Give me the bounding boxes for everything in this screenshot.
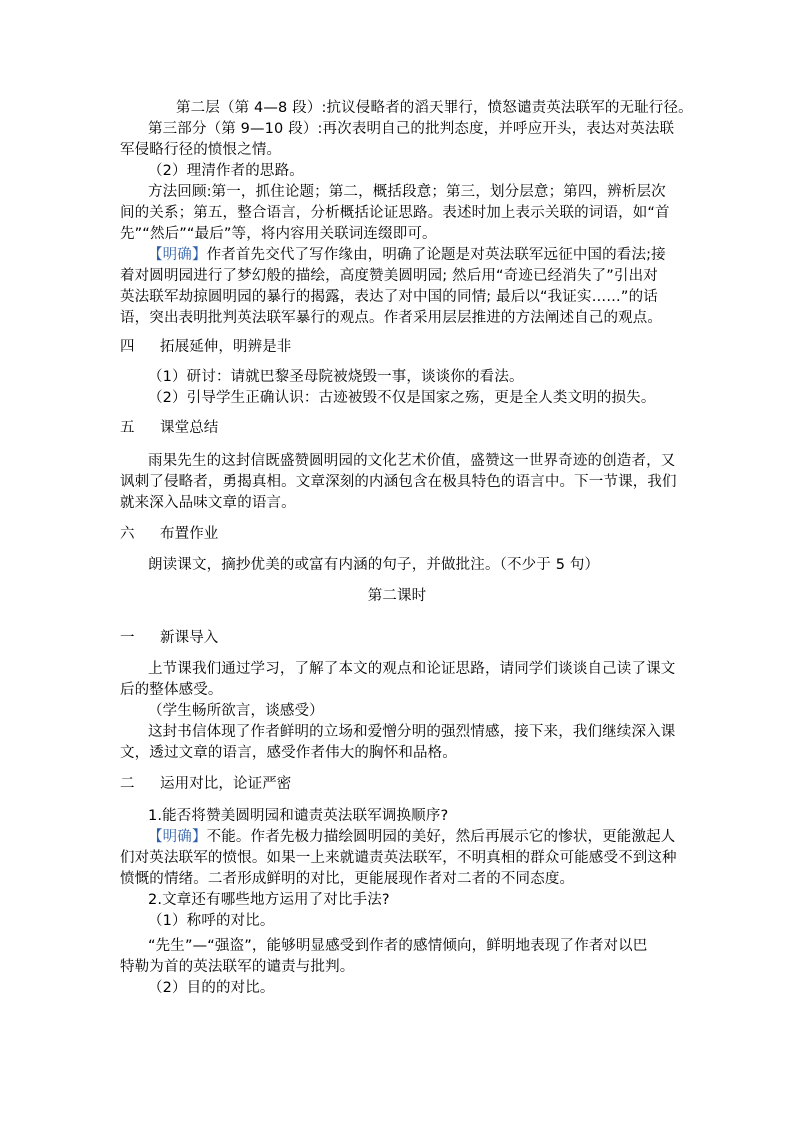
paragraph-line: 文，透过文章的语言，感受作者伟大的胸怀和品格。 [120,745,457,761]
paragraph-line: 雨果先生的这封信既盛赞圆明园的文化艺术价值，盛赞这一世界奇迹的创造者，又 [148,453,676,469]
paragraph-line: 间的关系；第五，整合语言，分析概括论证思路。表述时加上表示关联的词语，如“首 [120,205,670,221]
paragraph-line: （学生畅所欲言，谈感受） [148,703,324,719]
answer-paragraph [0,245,794,265]
paragraph-line: 语，突出表明批判英法联军暴行的观点。作者采用层层推进的方法阐述自己的观点。 [120,310,663,326]
paragraph-line: 讽刺了侵略者，勇揭真相。文章深刻的内涵包含在极具特色的语言中。下一节课，我们 [120,474,677,490]
section-heading [0,628,794,648]
section-number: 四 [120,339,135,355]
paragraph-line: 上节课我们通过学习，了解了本文的观点和论证思路，请同学们谈谈自己读了课文 [148,661,676,677]
answer-tag: 【明确】 [148,829,207,845]
paragraph-line: “先生”—“强盗”，能够明显感受到作者的感情倾向，鲜明地表现了作者对以巴 [148,938,648,954]
section-number: 六 [120,526,135,542]
section-heading [0,524,794,544]
section-heading [0,418,794,438]
paragraph-line: 着对圆明园进行了梦幻般的描绘，高度赞美圆明园; 然后用“奇迹已经消失了”引出对 [120,268,658,284]
lesson-title: 第二课时 [367,588,427,604]
paragraph-line: 英法联军劫掠圆明园的暴行的揭露，表达了对中国的同情; 最后以“我证实……”的话 [120,289,658,305]
paragraph-line: 这封书信体现了作者鲜明的立场和爱憎分明的强烈情感，接下来，我们继续深入课 [148,724,676,740]
paragraph-line: 军侵略行径的愤恨之情。 [120,142,282,158]
paragraph-line: 朗读课文，摘抄优美的或富有内涵的句子，并做批注。（不少于 5 句） [148,557,600,573]
paragraph-line: 1.能否将赞美圆明园和谴责英法联军调换顺序? [148,808,449,824]
paragraph-line: 们对英法联军的愤恨。如果一上来就谴责英法联军，不明真相的群众可能感受不到这种 [120,850,677,866]
section-heading [0,774,794,794]
paragraph-text: 作者首先交代了写作缘由，明确了论题是对英法联军远征中国的看法;接 [206,247,666,263]
paragraph-line: 2.文章还有哪些地方运用了对比手法? [148,892,390,908]
section-title: 运用对比，论证严密 [160,776,292,792]
section-number: 一 [120,630,135,646]
paragraph-text: 不能。作者先极力描绘圆明园的美好，然后再展示它的惨状，更能激起人 [206,829,676,845]
paragraph-line: 就来深入品味文章的语言。 [120,495,296,511]
section-title: 新课导入 [160,630,219,646]
paragraph-line: 愤慨的情绪。二者形成鲜明的对比，更能展现作者对二者的不同态度。 [120,871,575,887]
section-title: 拓展延伸，明辨是非 [160,339,292,355]
paragraph-line: 特勒为首的英法联军的谴责与批判。 [120,959,355,975]
paragraph-line: （1）称呼的对比。 [148,913,275,929]
answer-tag: 【明确】 [148,247,207,263]
paragraph-line: （1）研讨：请就巴黎圣母院被烧毁一事，谈谈你的看法。 [148,369,524,385]
section-title: 布置作业 [160,526,219,542]
section-number: 五 [120,420,135,436]
section-number: 二 [120,776,135,792]
paragraph-line: （2）理清作者的思路。 [148,163,304,179]
paragraph-line: （2）引导学生正确认识：古迹被毁不仅是国家之殇，更是全人类文明的损失。 [148,390,656,406]
paragraph-line: 方法回顾:第一，抓住论题；第二，概括段意；第三，划分层意；第四，辨析层次 [148,184,666,200]
paragraph-line: 第三部分（第 9—10 段）:再次表明自己的批判态度，并呼应开头，表达对英法联 [148,121,675,137]
paragraph-line: 第二层（第 4—8 段）:抗议侵略者的滔天罪行，愤怒谴责英法联军的无耻行径。 [176,100,693,116]
paragraph-line: 后的整体感受。 [120,682,223,698]
paragraph-line: 先”“然后”“最后”等，将内容用关联词连缀即可。 [120,226,437,242]
section-title: 课堂总结 [160,420,219,436]
paragraph-line: （2）目的的对比。 [148,980,275,996]
section-heading [0,337,794,357]
answer-paragraph [0,827,794,847]
